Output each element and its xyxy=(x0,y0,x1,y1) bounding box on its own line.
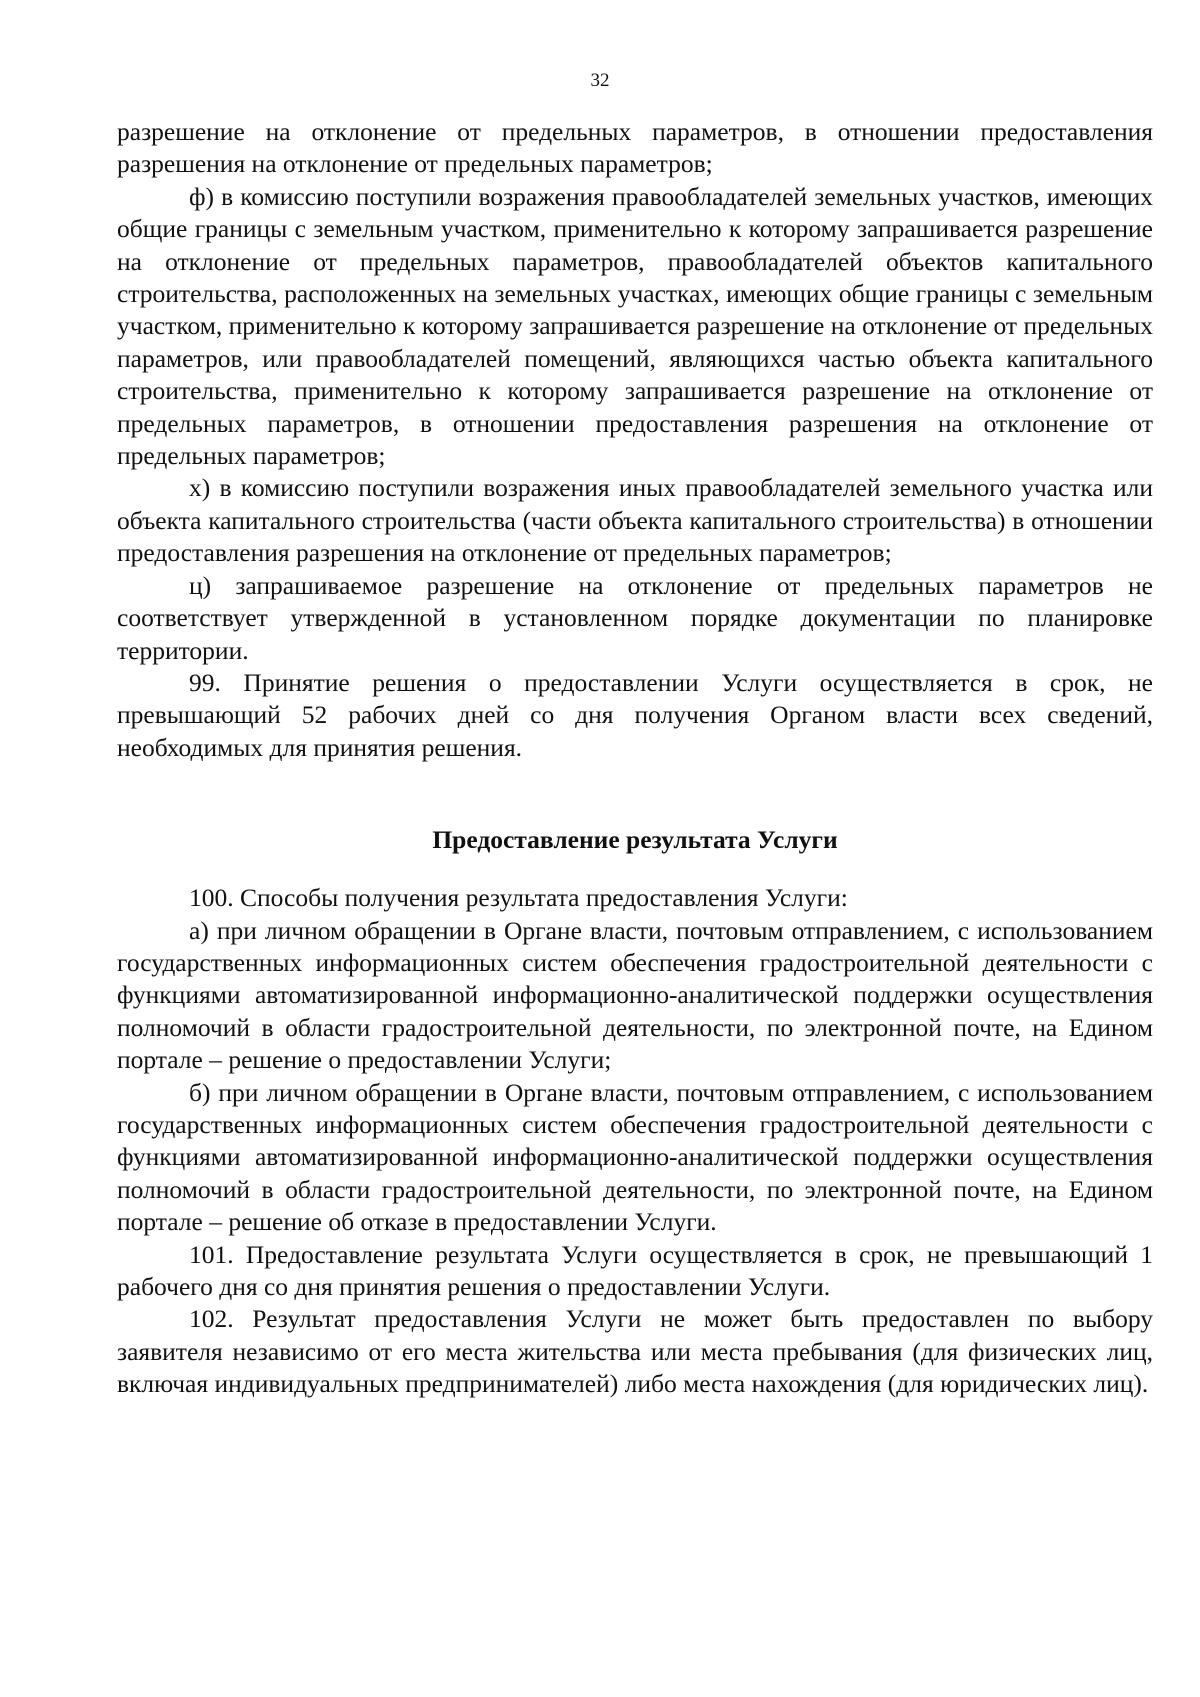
section-heading: Предоставление результата Услуги xyxy=(432,825,838,855)
paragraph-item-ts: ц) запрашиваемое разрешение на отклонение от предельных параметров не соответствует утвержденной в установленном порядке документации по планировке территории. xyxy=(117,570,1153,665)
paragraph-100-b: б) при личном обращении в Органе власти, почтовым отправлением, с использованием государственных информационных систем обеспечения градостроительной деятельности с функциями автоматизированной информационно-аналитической поддержки осуществления полномочий в области градостроительной деятельности, по электронной почте, на Едином портале – решение об отказе в предоставлении Услуги. xyxy=(117,1077,1153,1237)
paragraph-100-a: а) при личном обращении в Органе власти, почтовым отправлением, с использованием государственных информационных систем обеспечения градостроительной деятельности с функциями автоматизированной информационно-аналитической поддержки осуществления полномочий в области градостроительной деятельности, по электронной почте, на Едином портале – решение о предоставлении Услуги; xyxy=(117,915,1153,1075)
paragraph-item-h: х) в комиссию поступили возражения иных правообладателей земельного участка или объекта капитального строительства (части объекта капитального строительства) в отношении предоставления разрешения на отклонение от предельных параметров; xyxy=(117,473,1153,568)
document-body xyxy=(117,116,1153,1401)
page-number: 32 xyxy=(590,70,610,91)
paragraph-continuation: разрешение на отклонение от предельных параметров, в отношении предоставления разрешения на отклонение от предельных параметров; xyxy=(117,117,1153,179)
paragraph-101: 101. Предоставление результата Услуги осуществляется в срок, не превышающий 1 рабочего дня со дня принятия решения о предоставлении Услуги. xyxy=(117,1239,1153,1301)
paragraph-100: 100. Способы получения результата предоставления Услуги: xyxy=(189,883,848,913)
paragraph-99: 99. Принятие решения о предоставлении Услуги осуществляется в срок, не превышающий 52 рабочих дней со дня получения Органом власти всех сведений, необходимых для принятия решения. xyxy=(117,667,1153,762)
paragraph-102: 102. Результат предоставления Услуги не может быть предоставлен по выбору заявителя независимо от его места жительства или места пребывания (для физических лиц, включая индивидуальных предпринимателей) либо места нахождения (для юридических лиц). xyxy=(117,1304,1153,1399)
paragraph-item-f: ф) в комиссию поступили возражения правообладателей земельных участков, имеющих общие границы с земельным участком, применительно к которому запрашивается разрешение на отклонение от предельных параметров, правообладателей объектов капитального строительства, расположенных на земельных участках, имеющих общие границы с земельным участком, применительно к которому запрашивается разрешение на отклонение от предельных параметров, или правообладателей помещений, являющихся частью объекта капитального строительства, применительно к которому запрашивается разрешение на отклонение от предельных параметров, в отношении предоставления разрешения на отклонение от предельных параметров; xyxy=(117,181,1153,471)
